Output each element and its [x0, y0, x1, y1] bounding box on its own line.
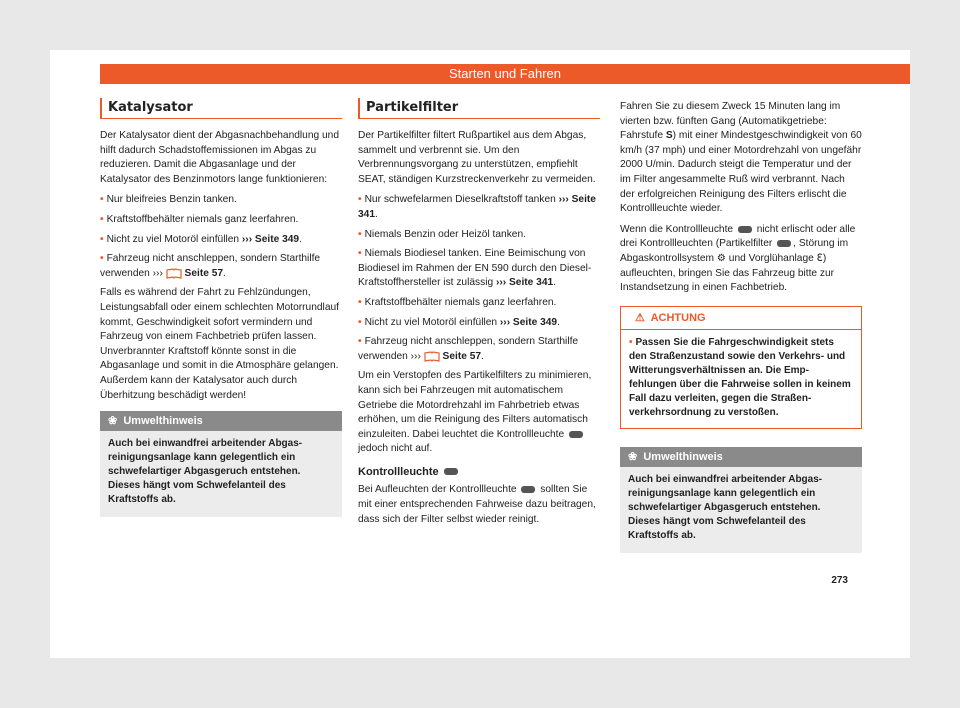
- paragraph-text: Fahren Sie zu diesem Zweck 15 Minuten lang im vierten bzw. fünften Gang (Automatikgetriebe: Fahrstufe: [620, 101, 841, 142]
- particle-filter-lamp-icon: [569, 431, 583, 438]
- bullet-item: • Nur schwefelarmen Dieselkraftstoff tanken ››› Seite 341.: [358, 194, 596, 220]
- paragraph-text: sollten Sie mit einer entsprechenden Fahrweise dazu beitragen, dass sich der Filter selbst wieder reinigt.: [358, 484, 596, 525]
- bullet-text: Nur schwefelarmen Dieselkraftstoff tanken: [364, 194, 559, 206]
- bullet-text: Niemals Benzin oder Heizöl tanken.: [364, 228, 526, 240]
- particle-filter-lamp-icon: [738, 226, 752, 233]
- page-reference-link[interactable]: ››› Seite 341: [358, 194, 596, 220]
- engine-check-icon: ⚙: [716, 252, 726, 264]
- paragraph-text: , Störung im Abgaskontrollsystem: [620, 238, 849, 264]
- bullet-dot-icon: •: [358, 194, 362, 206]
- bullet-text: Fahrzeug nicht anschleppen, sondern Starthilfe verwenden ›››: [358, 336, 579, 362]
- paragraph-text: jedoch nicht auf.: [358, 443, 433, 455]
- gear-s-label: S: [665, 130, 673, 142]
- bullet-dot-icon: •: [358, 248, 362, 260]
- warning-body: Passen Sie die Fahrgeschwindigkeit stets den Straßenzustand sowie den Verkehrs- und Witterungsverhältnissen an. Die Empfehlungen über die Fahrweise sollen in keinem Fall dazu verleiten, gegen die Straßenverkehrsordnung zu verstoßen.: [629, 336, 851, 418]
- bullet-dot-icon: •: [100, 194, 104, 206]
- book-reference-icon: [424, 351, 440, 362]
- flower-icon: ❀: [628, 450, 638, 463]
- bullet-tail: .: [223, 267, 226, 279]
- bullet-dot-icon: •: [358, 228, 362, 240]
- environment-note-box: [100, 411, 342, 517]
- katalysator-intro: Der Katalysator dient der Abgasnachbehandlung und hilft dadurch Schadstoffemissionen im Abgas zu reduzieren. Damit die Abgasanlage und der Katalysator des Benzinmotors lange funktionieren:: [100, 130, 340, 185]
- katalysator-paragraph: Falls es während der Fahrt zu Fehlzündungen, Leistungsabfall oder einem schlechten Motorrundlauf kommt, Geschwindigkeit sofort vermindern und Fahrzeug von einem Fachbetrieb prüfen lassen. Unverbrannter Kraftstoff könnte sonst in die Abgasanlage und somit in die Atmosphäre gelangen. Außerdem kann der Katalysator auch durch Überhitzung beschädigt werden!: [100, 287, 339, 401]
- particle-filter-lamp-icon: [777, 240, 791, 247]
- flower-icon: ❀: [108, 415, 118, 428]
- page-reference-link[interactable]: ››› Seite 349: [499, 316, 558, 328]
- bullet-item: • Fahrzeug nicht anschleppen, sondern Starthilfe verwenden ››› Seite 57.: [358, 336, 579, 362]
- bullet-item: • Niemals Biodiesel tanken. Eine Beimischung von Biodiesel im Rahmen der EN 590 durch den Diesel-Kraftstoffhersteller ist zulässig ››› Seite 341.: [358, 248, 592, 289]
- warning-triangle-icon: ⚠: [635, 311, 645, 324]
- book-reference-icon: [166, 268, 182, 279]
- bullet-text: Niemals Biodiesel tanken. Eine Beimischung von Biodiesel im Rahmen der EN 590 durch den Diesel-Kraftstoffhersteller ist zulässig: [358, 248, 592, 289]
- paragraph-text: Um ein Verstopfen des Partikelfilters zu minimieren, kann sich bei Fahrzeugen mit automatischem Getriebe die Motordrehzahl im Fahrbetrieb etwas erhöhen, um die Reinigung des Filters automatisch einzuleiten. Dabei leuchtet die Kontrollleuchte: [358, 370, 592, 440]
- page-number: 273: [831, 575, 848, 586]
- chapter-header: Starten und Fahren: [100, 64, 910, 84]
- paragraph-text: ) aufleuchten, bringen Sie das Fahrzeug bitte zur Instandsetzung in einen Fachbetrieb.: [620, 252, 835, 294]
- bullet-dot-icon: •: [358, 296, 362, 308]
- bullet-dot-icon: •: [358, 316, 362, 328]
- particle-filter-lamp-icon: [444, 468, 458, 475]
- bullet-item: [100, 252, 342, 281]
- warning-lamps-paragraph: [620, 223, 862, 296]
- paragraph-text: Bei Aufleuchten der Kontrollleuchte: [358, 484, 520, 496]
- bullet-tail: .: [299, 233, 302, 245]
- subheading-text: Kontrollleuchte: [358, 465, 439, 478]
- column-katalysator: [100, 98, 342, 517]
- environment-note-header: [100, 411, 342, 431]
- bullet-dot-icon: •: [100, 213, 104, 225]
- manual-page: [50, 50, 910, 658]
- subheading-kontrollleuchte: [358, 465, 600, 480]
- bullet-text: Nicht zu viel Motoröl einfüllen: [106, 233, 242, 245]
- warning-title: ACHTUNG: [650, 311, 706, 324]
- bullet-text: Kraftstoffbehälter niemals ganz leerfahren.: [364, 296, 557, 308]
- environment-note-text: Auch bei einwandfrei arbeitender Abgasreinigungsanlage kann gelegentlich ein schwefelartiger Abgasgeruch entstehen. Dieses hängt vom Schwefelanteil des Kraftstoffs ab.: [108, 438, 303, 506]
- glow-plug-icon: ℇ: [816, 252, 823, 264]
- page-reference-link[interactable]: ››› Seite 349: [241, 233, 300, 245]
- partikelfilter-intro: Der Partikelfilter filtert Rußpartikel aus dem Abgas, sammelt und verbrennt sie. Um den Verbrennungsvorgang zu unterstützen, empfiehlt SEAT, ständigen Kurzstreckenverkehr zu vermeiden.: [358, 130, 596, 185]
- section-title-katalysator: Katalysator: [100, 98, 342, 119]
- paragraph-text: Wenn die Kontrollleuchte: [620, 223, 736, 235]
- paragraph-text: und Vorglühanlage: [725, 252, 817, 264]
- paragraph-text: nicht erlischt oder alle drei Kontrollleuchten (Partikelfilter: [620, 223, 856, 250]
- kontrollleuchte-paragraph: [358, 483, 600, 527]
- bullet-item: • Nicht zu viel Motoröl einfüllen ››› Seite 349.: [358, 316, 560, 328]
- bullet-dot-icon: •: [358, 336, 362, 348]
- bullet-item: [100, 193, 342, 208]
- bullet-dot-icon: •: [629, 336, 633, 348]
- environment-note-title: Umwelthinweis: [643, 450, 723, 463]
- bullet-dot-icon: •: [100, 233, 104, 245]
- bullet-text: Kraftstoffbehälter niemals ganz leerfahren.: [106, 213, 299, 225]
- bullet-text: Nur bleifreies Benzin tanken.: [106, 194, 237, 206]
- environment-note-title: Umwelthinweis: [123, 415, 203, 428]
- page-reference-link[interactable]: Seite 57: [442, 350, 482, 362]
- page-reference-link[interactable]: ››› Seite 341: [495, 277, 554, 289]
- section-title-partikelfilter: Partikelfilter: [358, 98, 600, 119]
- page-reference-link[interactable]: Seite 57: [184, 267, 224, 279]
- bullet-item: [100, 233, 342, 248]
- warning-text: [621, 330, 861, 428]
- paragraph-text: ) mit einer Mindestgeschwindigkeit von 60 km/h (37 mph) und einer Motordrehzahl von ungefähr 2000 U/min. Dadurch steigt die Temperatur und der im Filter angesammelte Ruß wird verbrannt. Nach der erfolgreichen Reinigung des Filters erlischt die Kontrollleuchte wieder.: [620, 130, 862, 215]
- warning-box: [620, 306, 862, 429]
- bullet-text: Fahrzeug nicht anschleppen, sondern Starthilfe verwenden ›››: [100, 253, 321, 279]
- environment-note-text: Auch bei einwandfrei arbeitender Abgasreinigungsanlage kann gelegentlich ein schwefelartiger Abgasgeruch entstehen. Dieses hängt vom Schwefelanteil des Kraftstoffs ab.: [628, 473, 823, 541]
- bullet-item: [100, 213, 342, 228]
- bullet-item: [358, 228, 600, 243]
- particle-filter-lamp-icon: [521, 486, 535, 493]
- warning-header: [621, 307, 861, 330]
- partikelfilter-paragraph: [358, 369, 600, 457]
- bullet-text: Nicht zu viel Motoröl einfüllen: [364, 316, 500, 328]
- bullet-item: [358, 296, 600, 311]
- column-continued: [620, 100, 862, 553]
- column-partikelfilter: [358, 98, 600, 533]
- bullet-dot-icon: •: [100, 253, 104, 265]
- environment-note-header: [620, 447, 862, 467]
- environment-note-box: [620, 447, 862, 553]
- cleaning-paragraph: [620, 100, 862, 217]
